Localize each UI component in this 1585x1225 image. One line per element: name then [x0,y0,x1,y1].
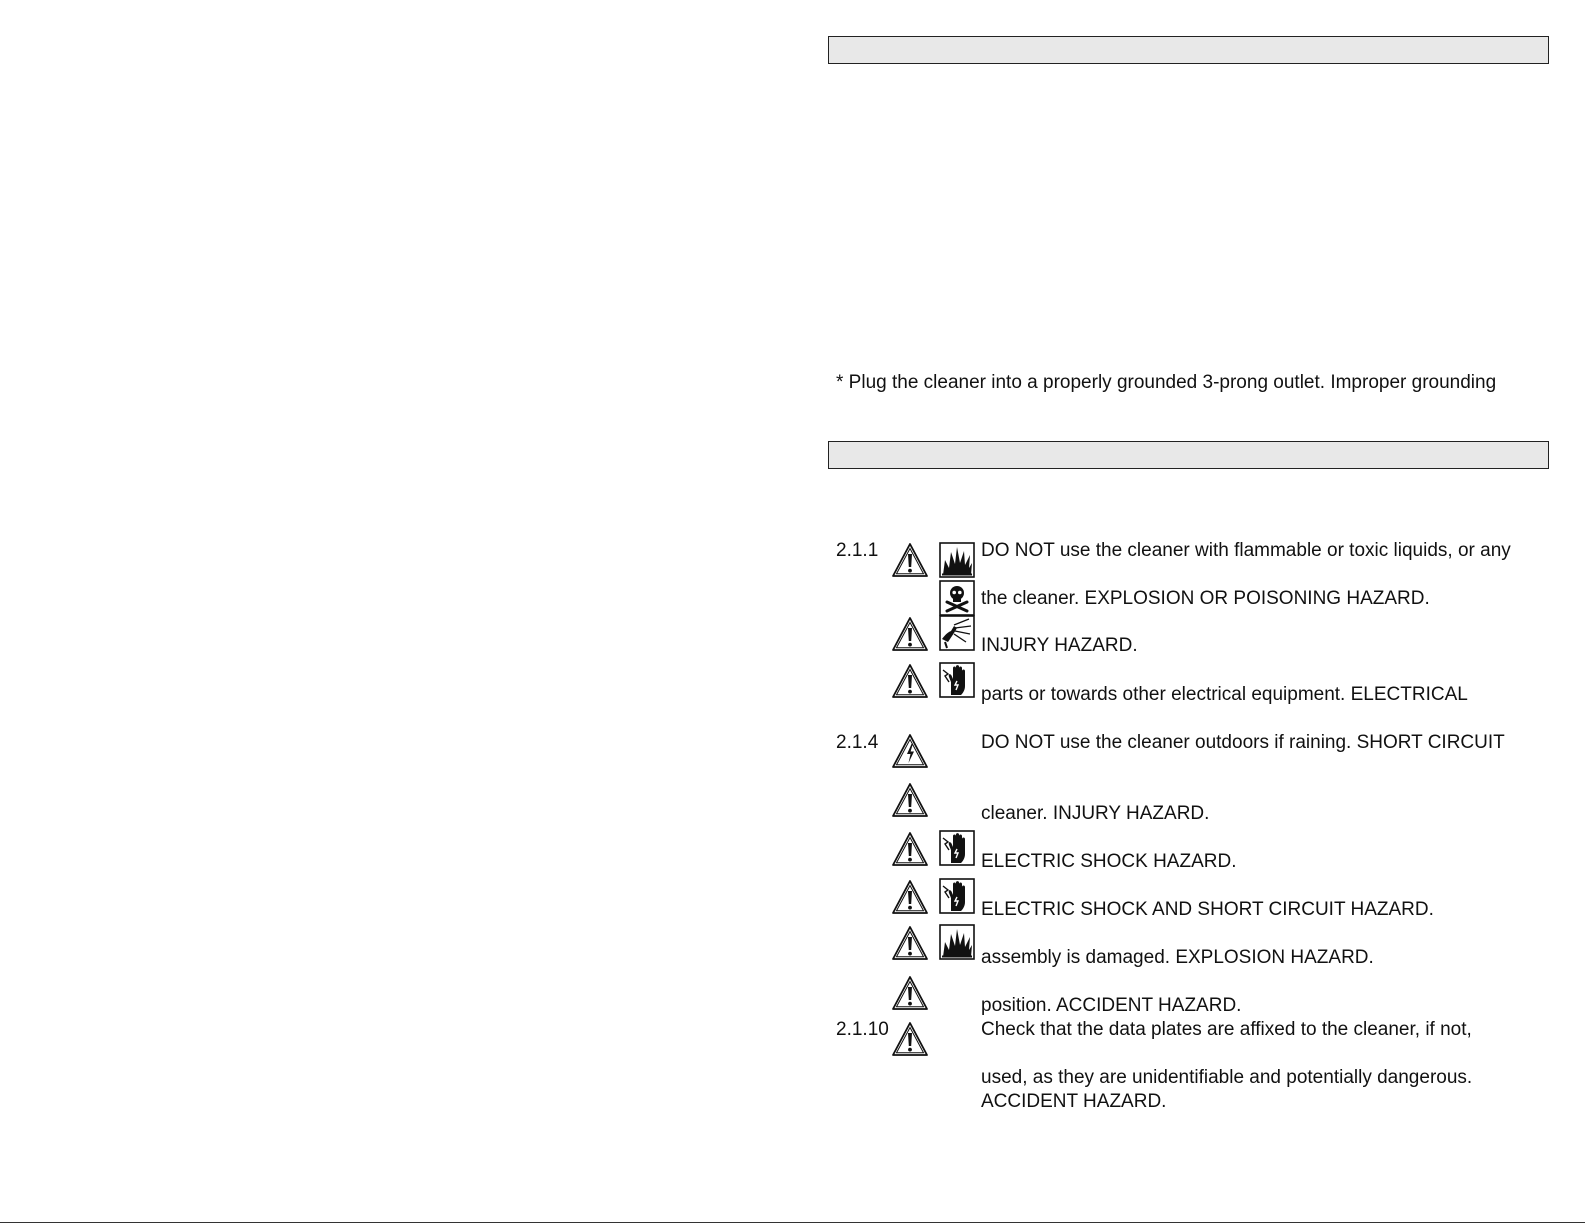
warning-triangle-icon [891,663,929,699]
item-text: assembly is damaged. EXPLOSION HAZARD. [981,947,1374,968]
warning-triangle-icon [891,975,929,1011]
electric-shock-hand-icon [939,878,975,914]
item-text: parts or towards other electrical equipment. ELECTRICAL [981,684,1468,705]
electric-shock-hand-icon [939,830,975,866]
warning-triangle-icon [891,1021,929,1057]
lightning-triangle-icon [891,733,929,769]
item-text: position. ACCIDENT HAZARD. [981,995,1242,1016]
item-text: INJURY HAZARD. [981,635,1138,656]
item-text: Check that the data plates are affixed to the cleaner, if not, [981,1019,1472,1040]
warning-triangle-icon [891,879,929,915]
item-number: 2.1.1 [836,540,879,561]
warning-triangle-icon [891,782,929,818]
item-text: cleaner. INJURY HAZARD. [981,803,1210,824]
item-text: used, as they are unidentifiable and potentially dangerous. [981,1067,1473,1088]
explosion-icon [939,542,975,578]
warning-triangle-icon [891,925,929,961]
warning-triangle-icon [891,542,929,578]
warning-triangle-icon [891,616,929,652]
item-text: ELECTRIC SHOCK HAZARD. [981,851,1237,872]
item-text: DO NOT use the cleaner with flammable or toxic liquids, or any [981,540,1511,561]
page-bottom-rule [0,1222,1585,1223]
electric-shock-hand-icon [939,662,975,698]
grounding-note: * Plug the cleaner into a properly grounded 3-prong outlet. Improper grounding [836,372,1497,393]
injury-spray-icon [939,615,975,651]
item-number: 2.1.4 [836,732,879,753]
item-number: 2.1.10 [836,1019,889,1040]
section-header-band [828,441,1549,469]
explosion-icon [939,924,975,960]
item-text: the cleaner. EXPLOSION OR POISONING HAZARD. [981,588,1430,609]
section-header-band [828,36,1549,64]
poison-skull-icon [939,580,975,616]
warning-triangle-icon [891,831,929,867]
item-text: ACCIDENT HAZARD. [981,1091,1167,1112]
item-text: ELECTRIC SHOCK AND SHORT CIRCUIT HAZARD. [981,899,1434,920]
item-text: DO NOT use the cleaner outdoors if raining. SHORT CIRCUIT [981,732,1505,753]
